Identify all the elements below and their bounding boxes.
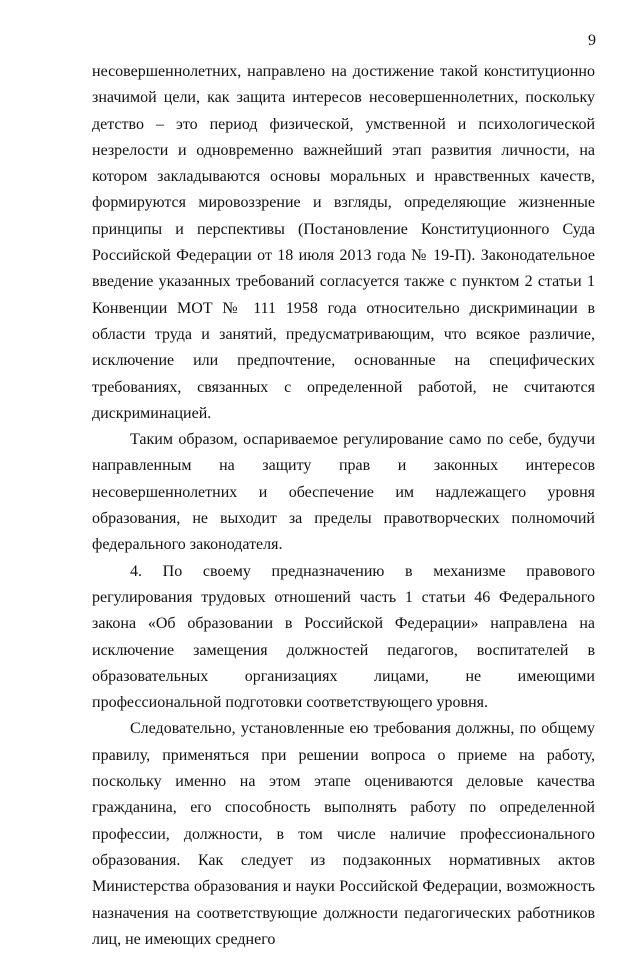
paragraph-conclusion: Таким образом, оспариваемое регулирование само по себе, будучи направленным на защиту прав и законных интересов несовершеннолетних и обеспечение им надлежащего уровня образования, не выходит за пределы правотворческих полномочий федерального законодателя. — [92, 431, 595, 554]
paragraph-consequently: Следовательно, установленные ею требования должны, по общему правилу, применяться при решении вопроса о приеме на работу, поскольку именно на этом этапе оцениваются деловые качества гражданина, его способность выполнять работу по определенной профессии, должности, в том числе наличие профессионального образования. Как следует из подзаконных нормативных актов Министерства образования и науки Российской Федерации, возможность назначения на соответствующие должности педагогических работников лиц, не имеющих среднего — [92, 720, 595, 948]
paragraph-continuation: несовершеннолетних, направлено на достижение такой конституционно значимой цели, как защита интересов несовершеннолетних, поскольку детство – это период физической, умственной и психологической незрелости и одновременно важнейший этап развития личности, на котором закладываются основы моральных и нравственных качеств, формируются мировоззрение и взгляды, определяющие жизненные принципы и перспективы (Постановление Конституционного Суда Российской Федерации от 18 июля 2013 года № 19-П). Законодательное введение указанных требований согласуется также с пунктом 2 статьи 1 Конвенции МОТ № 111 1958 года относительно дискриминации в области труда и занятий, предусматривающим, что всякое различие, исключение или предпочтение, основанные на специфических требованиях, связанных с определенной работой, не считаются дискриминацией. — [92, 63, 595, 422]
document-body — [92, 59, 595, 953]
page-number: 9 — [588, 32, 596, 49]
paragraph-section-4: 4. По своему предназначению в механизме правового регулирования трудовых отношений часть 1 статьи 46 Федерального закона «Об образовании в Российской Федерации» направлена на исключение замещения должностей педагогов, воспитателей в образовательных организациях лицами, не имеющими профессиональной подготовки соответствующего уровня. — [92, 562, 595, 712]
